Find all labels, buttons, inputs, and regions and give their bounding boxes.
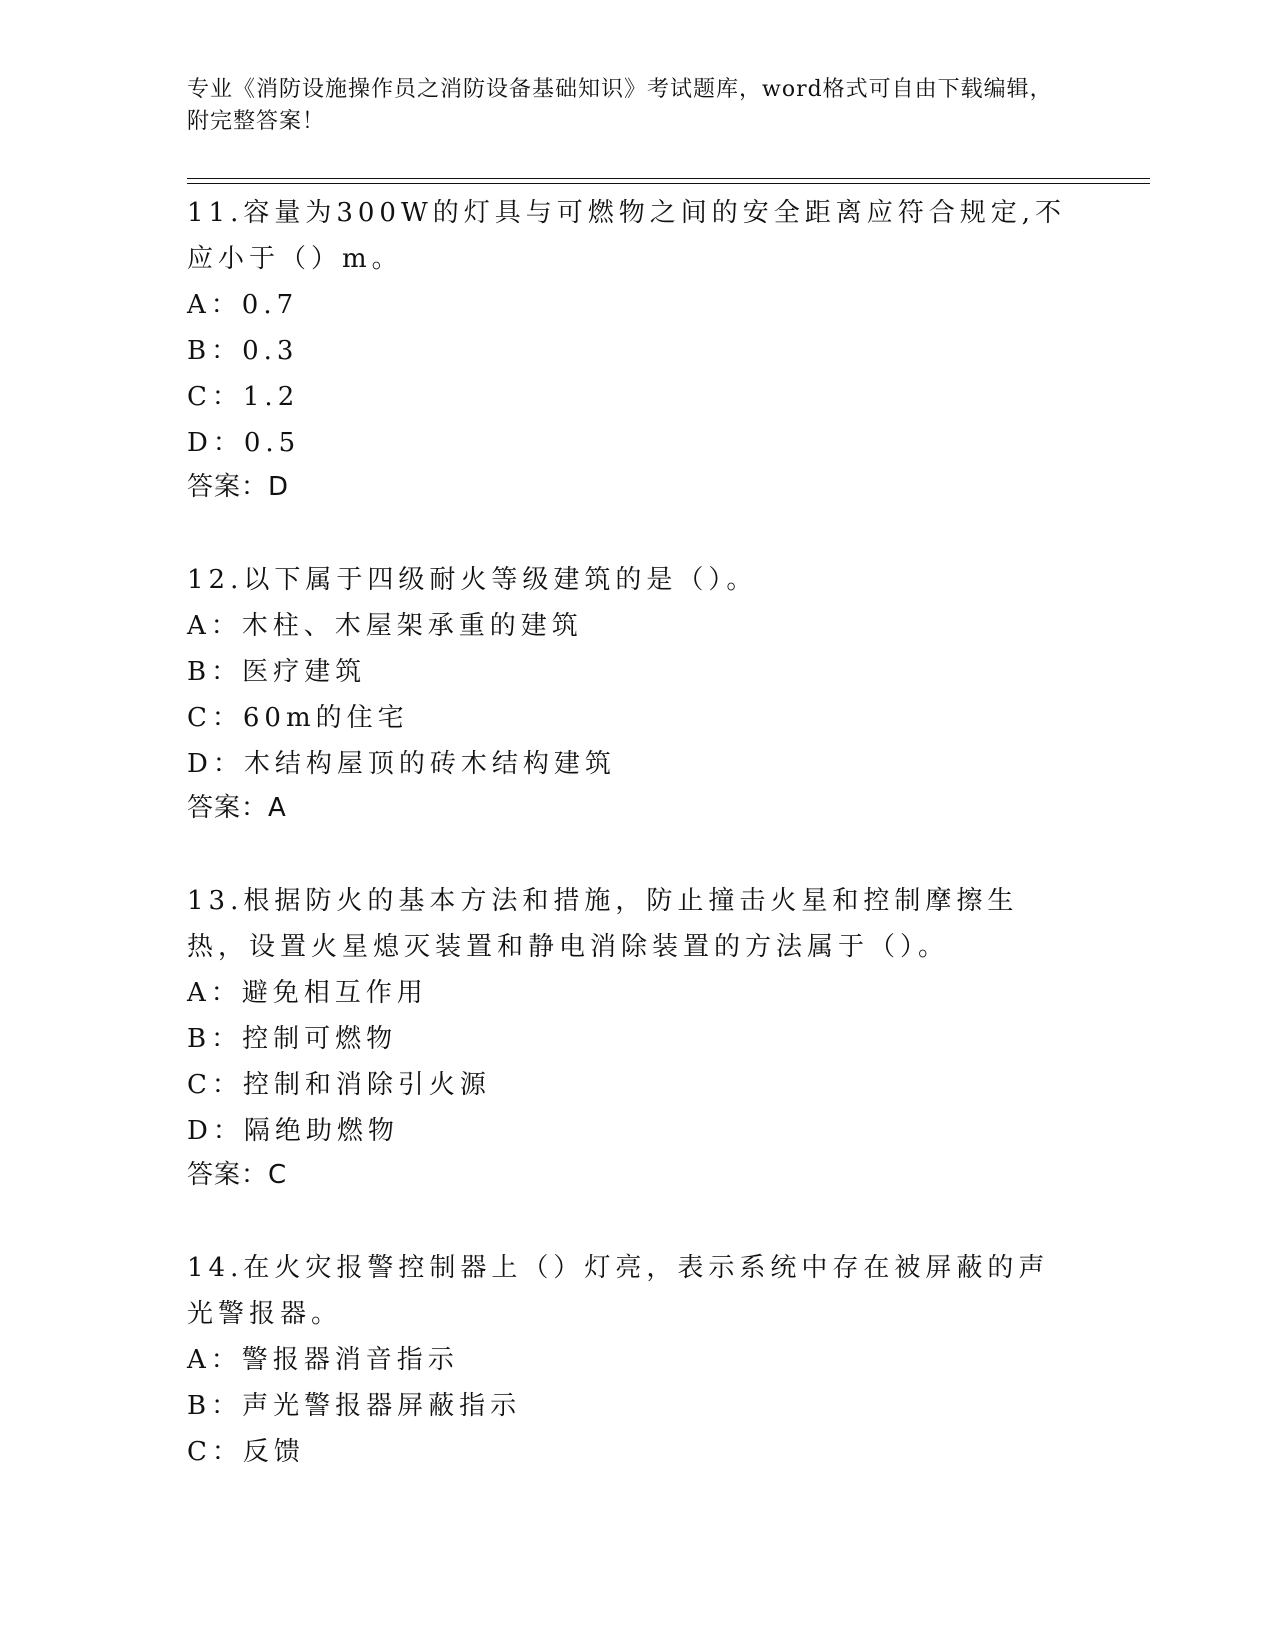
option-a: A：木柱、木屋架承重的建筑 [187,611,583,641]
option-c: C：反馈 [187,1437,305,1467]
option-c: C：60m的住宅 [187,703,409,733]
question-14 [187,1245,1087,1475]
header-divider-top [187,178,1150,179]
answer-line: 答案：C [187,1160,288,1190]
question-11 [187,190,1087,508]
option-d: D：隔绝助燃物 [187,1116,399,1146]
option-b: B：控制可燃物 [187,1024,398,1054]
option-d: D：0.5 [187,428,301,458]
header-divider-bottom [187,183,1150,184]
option-d: D：木结构屋顶的砖木结构建筑 [187,749,616,779]
option-b: B：声光警报器屏蔽指示 [187,1391,522,1421]
option-b: B：0.3 [187,336,299,366]
option-c: C：1.2 [187,382,300,412]
question-stem: 11.容量为300W的灯具与可燃物之间的安全距离应符合规定,不应小于（）m。 [187,198,1066,274]
option-b: B：医疗建筑 [187,657,367,687]
question-stem: 12.以下属于四级耐火等级建筑的是（）。 [187,565,758,595]
answer-line: 答案：D [187,472,290,502]
question-13 [187,878,1087,1196]
question-12 [187,557,1087,829]
answer-line: 答案：A [187,793,287,823]
question-list [187,190,1087,1524]
option-c: C：控制和消除引火源 [187,1070,491,1100]
question-stem: 14.在火灾报警控制器上（）灯亮，表示系统中存在被屏蔽的声光警报器。 [187,1253,1050,1329]
option-a: A：0.7 [187,290,299,320]
option-a: A：避免相互作用 [187,978,428,1008]
document-header: 专业《消防设施操作员之消防设备基础知识》考试题库，word格式可自由下载编辑，附完整答案！ [187,77,1053,134]
question-stem: 13.根据防火的基本方法和措施，防止撞击火星和控制摩擦生热，设置火星熄灭装置和静电消除装置的方法属于（）。 [187,886,1019,962]
option-a: A：警报器消音指示 [187,1345,459,1375]
